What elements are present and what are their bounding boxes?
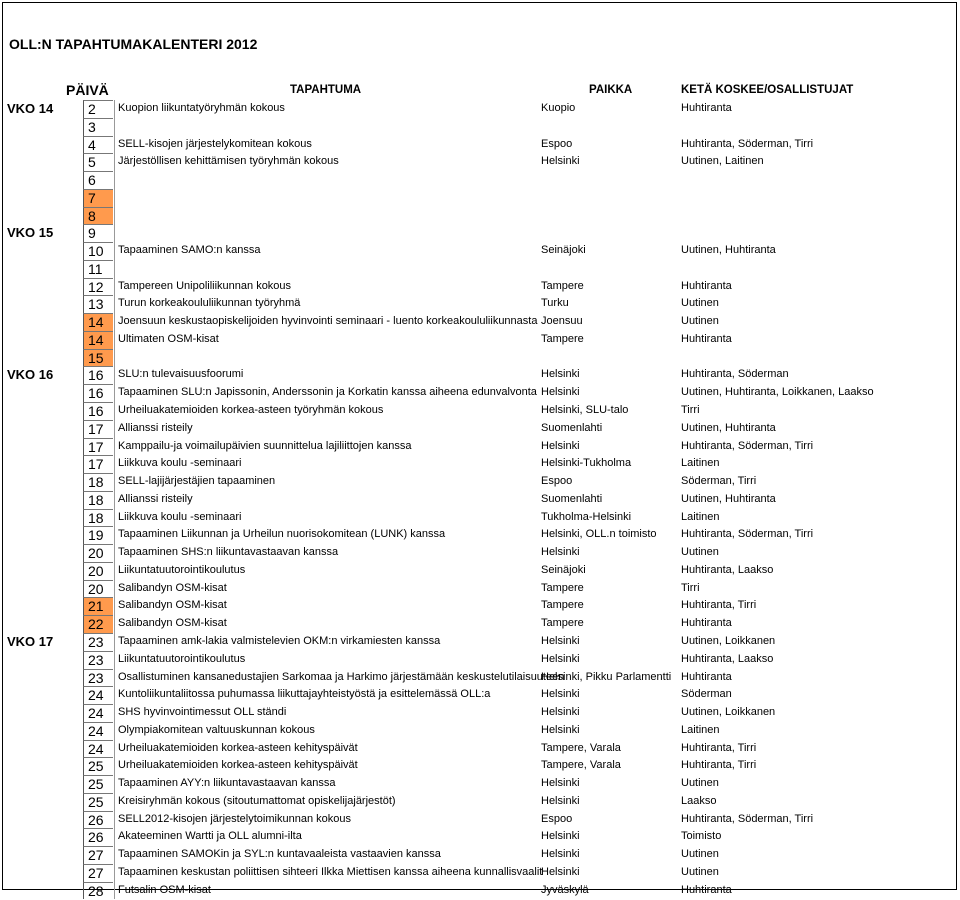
table-row: [3, 136, 956, 154]
place-cell: Suomenlahti: [541, 492, 603, 505]
participants-cell: Uutinen: [681, 297, 719, 310]
week-label: [7, 189, 77, 207]
participants-cell: Huhtiranta, Tirri: [681, 759, 757, 772]
participants-cell: Uutinen: [681, 315, 719, 328]
event-cell: Liikuntatuutorointikoulutus: [114, 651, 538, 669]
table-row: [3, 686, 956, 704]
week-label: [7, 793, 77, 811]
week-label: VKO 16: [7, 367, 54, 383]
place-cell: Seinäjoki: [541, 244, 586, 257]
event-cell: Osallistuminen kansanedustajien Sarkomaa ja Harkimo järjestämään keskustelutilaisuuteen: [114, 669, 538, 687]
place-cell: Tampere: [541, 599, 584, 612]
table-row: [3, 562, 956, 580]
week-label: VKO 17: [7, 633, 54, 649]
participants-cell: Uutinen, Huhtiranta, Loikkanen, Laakso: [681, 386, 874, 399]
table-row: [3, 420, 956, 438]
week-label: [7, 686, 77, 704]
table-row: [3, 473, 956, 491]
participants-cell: Uutinen, Loikkanen: [681, 634, 776, 647]
participants-cell: Huhtiranta, Söderman, Tirri: [681, 137, 814, 150]
header-day: PÄIVÄ: [66, 82, 109, 98]
event-cell: Kuopion liikuntatyöryhmän kokous: [114, 100, 538, 118]
place-cell: Helsinki: [541, 723, 580, 736]
table-row: [3, 740, 956, 758]
week-label: [7, 473, 77, 491]
day-cell: 7: [83, 189, 113, 207]
participants-cell: Laitinen: [681, 510, 720, 523]
day-cell: 20: [83, 562, 113, 580]
participants-cell: Uutinen, Laitinen: [681, 155, 764, 168]
day-cell: 25: [83, 793, 113, 811]
day-cell: 3: [83, 118, 113, 136]
event-cell: Kuntoliikuntaliitossa puhumassa liikuttajayhteistyöstä ja esittelemässä OLL:a: [114, 686, 538, 704]
table-row: [3, 100, 956, 118]
place-cell: Helsinki, OLL.n toimisto: [541, 528, 657, 541]
table-row: [3, 295, 956, 313]
table-row: [3, 224, 956, 242]
event-cell: [114, 349, 538, 367]
day-cell: 10: [83, 242, 113, 260]
participants-cell: Huhtiranta: [681, 102, 732, 114]
event-cell: Liikkuva koulu -seminaari: [114, 455, 538, 473]
table-row: [3, 118, 956, 136]
table-row: [3, 509, 956, 527]
table-row: [3, 438, 956, 456]
participants-cell: Toimisto: [681, 830, 722, 843]
week-label: [7, 526, 77, 544]
place-cell: Suomenlahti: [541, 421, 603, 434]
day-cell: 21: [83, 597, 113, 615]
place-cell: Helsinki: [541, 777, 580, 790]
participants-cell: [679, 189, 956, 207]
event-cell: Salibandyn OSM-kisat: [114, 580, 538, 598]
table-row: [3, 313, 956, 331]
event-cell: Tampereen Unipoliliikunnan kokous: [114, 278, 538, 296]
table-row: [3, 189, 956, 207]
participants-cell: [679, 224, 956, 242]
table-row: [3, 384, 956, 402]
place-cell: Helsinki: [541, 386, 580, 399]
week-label: [7, 544, 77, 562]
table-row: [3, 704, 956, 722]
event-cell: [114, 189, 538, 207]
participants-cell: Söderman: [681, 688, 732, 701]
place-cell: Helsinki-Tukholma: [541, 457, 632, 470]
day-cell: 9: [83, 224, 113, 242]
place-cell: Tampere: [541, 332, 584, 345]
week-label: [7, 580, 77, 598]
week-label: [7, 242, 77, 260]
participants-cell: [679, 118, 956, 136]
participants-cell: Laitinen: [681, 457, 720, 470]
place-cell: Tampere: [541, 279, 584, 292]
event-cell: Tapaaminen SAMOKin ja SYL:n kuntavaaleista vastaavien kanssa: [114, 846, 538, 864]
event-cell: Urheiluakatemioiden korkea-asteen kehityspäivät: [114, 757, 538, 775]
table-row: [3, 349, 956, 367]
table-row: [3, 526, 956, 544]
table-row: [3, 491, 956, 509]
participants-cell: Huhtiranta: [681, 617, 732, 630]
event-cell: SLU:n tulevaisuusfoorumi: [114, 366, 538, 384]
participants-cell: Huhtiranta, Söderman, Tirri: [681, 439, 814, 452]
day-cell: 24: [83, 722, 113, 740]
place-cell: [539, 118, 677, 136]
day-cell: 5: [83, 153, 113, 171]
place-cell: Helsinki: [541, 848, 580, 861]
place-cell: [539, 171, 677, 189]
event-table: [3, 100, 956, 899]
table-row: [3, 793, 956, 811]
table-row: [3, 260, 956, 278]
participants-cell: Huhtiranta, Söderman: [681, 368, 789, 381]
event-cell: Tapaaminen Liikunnan ja Urheilun nuorisokomitean (LUNK) kanssa: [114, 526, 538, 544]
place-cell: Helsinki: [541, 652, 580, 665]
day-cell: 20: [83, 544, 113, 562]
table-row: [3, 757, 956, 775]
table-row: [3, 153, 956, 171]
table-row: [3, 882, 956, 900]
day-cell: 11: [83, 260, 113, 278]
event-cell: SHS hyvinvointimessut OLL ständi: [114, 704, 538, 722]
participants-cell: Huhtiranta: [681, 883, 732, 896]
day-cell: 27: [83, 864, 113, 882]
day-cell: 23: [83, 651, 113, 669]
day-cell: 24: [83, 740, 113, 758]
table-row: [3, 402, 956, 420]
day-cell: 18: [83, 491, 113, 509]
table-row: [3, 775, 956, 793]
week-label: [7, 597, 77, 615]
place-cell: Helsinki, SLU-talo: [541, 404, 629, 417]
place-cell: Helsinki: [541, 865, 580, 878]
participants-cell: Uutinen, Loikkanen: [681, 706, 776, 719]
participants-cell: Huhtiranta, Söderman, Tirri: [681, 528, 814, 541]
place-cell: Joensuu: [541, 315, 583, 328]
table-row: [3, 580, 956, 598]
event-cell: Tapaaminen keskustan poliittisen sihteeri Ilkka Miettisen kanssa aiheena kunnallisvaalit: [114, 864, 538, 882]
participants-cell: Huhtiranta, Laakso: [681, 563, 774, 576]
event-cell: [114, 224, 538, 242]
day-cell: 16: [83, 402, 113, 420]
event-cell: [114, 118, 538, 136]
day-cell: 6: [83, 171, 113, 189]
day-cell: 17: [83, 455, 113, 473]
participants-cell: Huhtiranta: [681, 279, 732, 292]
place-cell: [539, 207, 677, 225]
event-cell: SELL-lajijärjestäjien tapaaminen: [114, 473, 538, 491]
participants-cell: [679, 349, 956, 367]
table-row: [3, 811, 956, 829]
participants-cell: Uutinen: [681, 865, 719, 878]
page-title: OLL:N TAPAHTUMAKALENTERI 2012: [9, 36, 258, 52]
table-row: [3, 597, 956, 615]
event-cell: Joensuun keskustaopiskelijoiden hyvinvointi seminaari - luento korkeakoululiikunnasta: [114, 313, 538, 331]
event-cell: Akateeminen Wartti ja OLL alumni-ilta: [114, 828, 538, 846]
day-cell: 27: [83, 846, 113, 864]
table-row: [3, 242, 956, 260]
week-label: [7, 207, 77, 225]
week-label: [7, 562, 77, 580]
participants-cell: Uutinen, Huhtiranta: [681, 421, 776, 434]
table-row: [3, 331, 956, 349]
week-label: [7, 704, 77, 722]
day-cell: 25: [83, 775, 113, 793]
day-cell: 22: [83, 615, 113, 633]
place-cell: Helsinki, Pikku Parlamentti: [541, 670, 672, 683]
week-label: [7, 775, 77, 793]
place-cell: Seinäjoki: [541, 563, 586, 576]
day-cell: 16: [83, 384, 113, 402]
week-label: [7, 828, 77, 846]
table-row: [3, 722, 956, 740]
participants-cell: Laakso: [681, 794, 717, 807]
week-label: [7, 349, 77, 367]
day-cell: 16: [83, 366, 113, 384]
participants-cell: Tirri: [681, 404, 700, 417]
place-cell: Helsinki: [541, 439, 580, 452]
event-cell: SELL-kisojen järjestelykomitean kokous: [114, 136, 538, 154]
table-row: [3, 633, 956, 651]
day-cell: 2: [83, 100, 113, 118]
place-cell: [539, 189, 677, 207]
event-cell: Futsalin OSM-kisat: [114, 882, 538, 900]
participants-cell: Huhtiranta, Tirri: [681, 741, 757, 754]
table-row: [3, 846, 956, 864]
place-cell: Helsinki: [541, 634, 580, 647]
event-cell: Urheiluakatemioiden korkea-asteen työryhmän kokous: [114, 402, 538, 420]
day-cell: 26: [83, 811, 113, 829]
participants-cell: Uutinen: [681, 848, 719, 861]
event-cell: Ultimaten OSM-kisat: [114, 331, 538, 349]
header-event: TAPAHTUMA: [290, 84, 362, 96]
week-label: [7, 811, 77, 829]
week-label: [7, 846, 77, 864]
header-place: PAIKKA: [589, 84, 633, 96]
event-cell: Kamppailu-ja voimailupäivien suunnittelua lajiliittojen kanssa: [114, 438, 538, 456]
day-cell: 4: [83, 136, 113, 154]
place-cell: Turku: [541, 297, 569, 310]
day-cell: 17: [83, 420, 113, 438]
table-row: [3, 864, 956, 882]
day-cell: 18: [83, 509, 113, 527]
event-cell: Tapaaminen SHS:n liikuntavastaavan kanssa: [114, 544, 538, 562]
day-cell: 23: [83, 633, 113, 651]
week-label: VKO 15: [7, 225, 54, 241]
event-cell: Olympiakomitean valtuuskunnan kokous: [114, 722, 538, 740]
table-row: [3, 828, 956, 846]
place-cell: Helsinki: [541, 794, 580, 807]
week-label: VKO 14: [7, 101, 54, 116]
place-cell: [539, 260, 677, 278]
week-label: [7, 615, 77, 633]
week-label: [7, 864, 77, 882]
day-cell: 18: [83, 473, 113, 491]
event-cell: Kreisiryhmän kokous (sitoutumattomat opiskelijajärjestöt): [114, 793, 538, 811]
place-cell: [539, 349, 677, 367]
week-label: [7, 171, 77, 189]
event-cell: Turun korkeakoululiikunnan työryhmä: [114, 295, 538, 313]
place-cell: Espoo: [541, 475, 573, 488]
week-label: [7, 153, 77, 171]
table-row: [3, 544, 956, 562]
day-cell: 24: [83, 704, 113, 722]
place-cell: Tampere, Varala: [541, 759, 621, 772]
participants-cell: Tirri: [681, 581, 700, 594]
participants-cell: [679, 207, 956, 225]
week-label: [7, 118, 77, 136]
participants-cell: Huhtiranta: [681, 670, 732, 683]
week-label: [7, 757, 77, 775]
week-label: [7, 740, 77, 758]
event-cell: Allianssi risteily: [114, 491, 538, 509]
table-row: [3, 651, 956, 669]
place-cell: [539, 224, 677, 242]
participants-cell: Huhtiranta, Laakso: [681, 652, 774, 665]
week-label: [7, 136, 77, 154]
day-cell: 23: [83, 669, 113, 687]
participants-cell: Huhtiranta: [681, 332, 732, 345]
week-label: [7, 295, 77, 313]
day-cell: 14: [83, 331, 113, 349]
week-label: [7, 260, 77, 278]
event-cell: Tapaaminen amk-lakia valmistelevien OKM:n virkamiesten kanssa: [114, 633, 538, 651]
day-cell: 19: [83, 526, 113, 544]
event-cell: Salibandyn OSM-kisat: [114, 615, 538, 633]
event-cell: Urheiluakatemioiden korkea-asteen kehityspäivät: [114, 740, 538, 758]
place-cell: Kuopio: [541, 102, 576, 114]
day-cell: 13: [83, 295, 113, 313]
event-cell: [114, 171, 538, 189]
event-cell: Tapaaminen SAMO:n kanssa: [114, 242, 538, 260]
place-cell: Helsinki: [541, 155, 580, 168]
week-label: [7, 651, 77, 669]
day-cell: 25: [83, 757, 113, 775]
participants-cell: Uutinen: [681, 546, 719, 559]
participants-cell: Söderman, Tirri: [681, 475, 757, 488]
event-cell: Liikkuva koulu -seminaari: [114, 509, 538, 527]
day-cell: 8: [83, 207, 113, 225]
week-label: [7, 455, 77, 473]
day-cell: 28: [83, 882, 113, 900]
table-row: [3, 171, 956, 189]
calendar-sheet: [2, 2, 957, 899]
week-label: [7, 384, 77, 402]
participants-cell: Uutinen: [681, 777, 719, 790]
header-participants: KETÄ KOSKEE/OSALLISTUJAT: [681, 84, 854, 96]
day-cell: 12: [83, 278, 113, 296]
place-cell: Jyväskylä: [541, 883, 589, 896]
table-row: [3, 669, 956, 687]
week-label: [7, 509, 77, 527]
event-cell: SELL2012-kisojen järjestelytoimikunnan kokous: [114, 811, 538, 829]
week-label: [7, 278, 77, 296]
event-cell: Liikuntatuutorointikoulutus: [114, 562, 538, 580]
place-cell: Helsinki: [541, 706, 580, 719]
participants-cell: Laitinen: [681, 723, 720, 736]
week-label: [7, 420, 77, 438]
participants-cell: [679, 171, 956, 189]
week-label: [7, 882, 77, 900]
event-cell: Tapaaminen AYY:n liikuntavastaavan kanssa: [114, 775, 538, 793]
day-cell: 20: [83, 580, 113, 598]
participants-cell: [679, 260, 956, 278]
week-label: [7, 331, 77, 349]
event-cell: Tapaaminen SLU:n Japissonin, Anderssonin ja Korkatin kanssa aiheena edunvalvonta: [114, 384, 538, 402]
week-label: [7, 722, 77, 740]
place-cell: Tampere, Varala: [541, 741, 621, 754]
place-cell: Helsinki: [541, 688, 580, 701]
participants-cell: Uutinen, Huhtiranta: [681, 492, 776, 505]
day-cell: 17: [83, 438, 113, 456]
week-label: [7, 313, 77, 331]
place-cell: Espoo: [541, 812, 573, 825]
day-cell: 26: [83, 828, 113, 846]
week-label: [7, 402, 77, 420]
table-row: [3, 278, 956, 296]
table-row: [3, 455, 956, 473]
place-cell: Tampere: [541, 617, 584, 630]
participants-cell: Huhtiranta, Söderman, Tirri: [681, 812, 814, 825]
place-cell: Helsinki: [541, 546, 580, 559]
event-cell: [114, 207, 538, 225]
event-cell: Allianssi risteily: [114, 420, 538, 438]
event-cell: [114, 260, 538, 278]
week-label: [7, 438, 77, 456]
table-row: [3, 615, 956, 633]
participants-cell: Uutinen, Huhtiranta: [681, 244, 776, 257]
day-cell: 14: [83, 313, 113, 331]
table-row: [3, 366, 956, 384]
place-cell: Helsinki: [541, 830, 580, 843]
participants-cell: Huhtiranta, Tirri: [681, 599, 757, 612]
place-cell: Tukholma-Helsinki: [541, 510, 632, 523]
day-cell: 15: [83, 349, 113, 367]
place-cell: Helsinki: [541, 368, 580, 381]
week-label: [7, 669, 77, 687]
day-cell: 24: [83, 686, 113, 704]
week-label: [7, 491, 77, 509]
table-row: [3, 207, 956, 225]
place-cell: Espoo: [541, 137, 573, 150]
event-cell: Järjestöllisen kehittämisen työryhmän kokous: [114, 153, 538, 171]
place-cell: Tampere: [541, 581, 584, 594]
event-cell: Salibandyn OSM-kisat: [114, 597, 538, 615]
